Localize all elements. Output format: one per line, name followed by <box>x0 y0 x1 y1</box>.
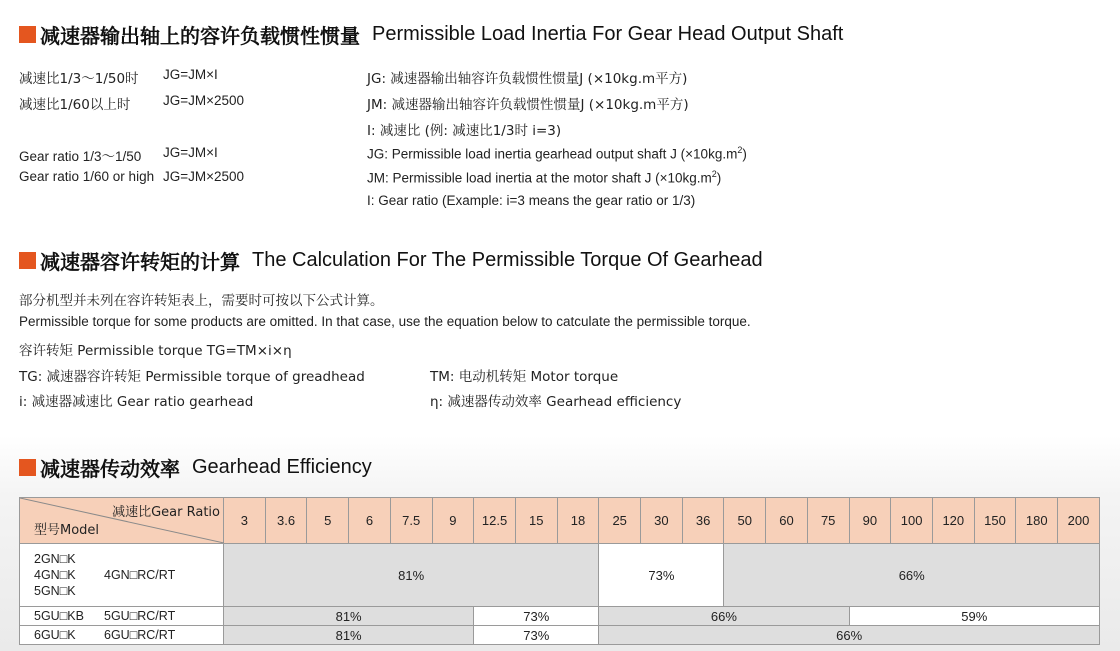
orange-square-icon <box>19 26 36 43</box>
table-row <box>20 626 1100 645</box>
torque-tm: TM: 电动机转矩 Motor torque <box>430 369 619 385</box>
definition-jg-cn: JG: 减速器输出轴容许负载惯性惯量J (×10kg.m平方) <box>367 71 688 87</box>
paren: ) <box>716 170 722 186</box>
section-title-efficiency <box>19 453 372 482</box>
ratio-header: 120 <box>932 498 974 544</box>
definition-jg-en <box>367 145 747 162</box>
torque-tg: TG: 减速器容许转矩 Permissible torque of greadhead <box>19 369 365 385</box>
left-label: Gear ratio 1/3～1/50 <box>19 149 142 164</box>
model-name: 4GN□RC/RT <box>104 568 176 582</box>
efficiency-cell: 66% <box>599 607 849 626</box>
ratio-header: 15 <box>515 498 557 544</box>
definition-text: JG: Permissible load inertia gearhead output shaft J (×10kg.m <box>367 146 738 162</box>
torque-eta: η: 减速器传动效率 Gearhead efficiency <box>430 394 682 410</box>
torque-formula: 容许转矩 Permissible torque TG=TM×i×η <box>19 343 292 359</box>
model-name: 5GU□RC/RT <box>104 609 176 623</box>
table-row <box>20 544 1100 607</box>
ratio-header: 3.6 <box>265 498 307 544</box>
left-formula: JG=JM×I <box>163 67 218 82</box>
ratio-header: 12.5 <box>474 498 516 544</box>
definition-i-cn: I: 减速比 (例: 减速比1/3时 i=3) <box>367 123 562 139</box>
model-name: 5GU□KB <box>34 609 84 623</box>
section-title-cn: 减速器输出轴上的容许负载惯性惯量 <box>40 24 360 48</box>
efficiency-cell: 66% <box>599 626 1100 645</box>
section-title-en: Gearhead Efficiency <box>192 456 372 478</box>
section-title-en: The Calculation For The Permissible Torque Of Gearhead <box>252 249 763 271</box>
corner-ratio-label: 减速比Gear Ratio <box>112 505 220 520</box>
model-cell <box>20 626 224 645</box>
ratio-header: 100 <box>891 498 933 544</box>
torque-note-cn: 部分机型并未列在容许转矩表上，需要时可按以下公式计算。 <box>19 293 384 309</box>
model-name: 2GN□K <box>34 552 76 566</box>
model-name: 6GU□K <box>34 628 76 642</box>
table-header-row <box>20 498 1100 544</box>
left-formula: JG=JM×2500 <box>163 93 245 108</box>
corner-model-label: 型号Model <box>34 523 100 538</box>
efficiency-cell: 66% <box>724 544 1100 607</box>
left-label: 减速比1/3～1/50时 <box>19 71 139 87</box>
section-title-cn: 减速器传动效率 <box>40 457 180 481</box>
ratio-header: 50 <box>724 498 766 544</box>
efficiency-cell: 73% <box>474 607 599 626</box>
ratio-header: 75 <box>807 498 849 544</box>
efficiency-table <box>19 497 1100 645</box>
model-name: 6GU□RC/RT <box>104 628 176 642</box>
superscript: 2 <box>711 169 717 179</box>
efficiency-cell: 81% <box>224 544 599 607</box>
torque-note-en: Permissible torque for some products are omitted. In that case, use the equation below to catculate the permissible torque. <box>19 314 751 329</box>
superscript: 2 <box>737 145 743 155</box>
ratio-header: 150 <box>974 498 1016 544</box>
table-corner-cell <box>20 498 224 544</box>
model-cell <box>20 607 224 626</box>
ratio-header: 5 <box>307 498 349 544</box>
ratio-header: 30 <box>641 498 683 544</box>
efficiency-cell: 59% <box>849 607 1099 626</box>
model-name: 5GN□K <box>34 584 76 598</box>
torque-i: i: 减速器减速比 Gear ratio gearhead <box>19 394 254 410</box>
ratio-header: 60 <box>766 498 808 544</box>
paren: ) <box>742 146 747 162</box>
section-title-inertia <box>19 20 843 49</box>
ratio-header: 7.5 <box>390 498 432 544</box>
ratio-header: 180 <box>1016 498 1058 544</box>
definition-jm-cn: JM: 减速器输出轴容许负载惯性惯量J (×10kg.m平方) <box>367 97 689 113</box>
section-title-en: Permissible Load Inertia For Gear Head Output Shaft <box>372 23 844 45</box>
model-name: 4GN□K <box>34 568 76 582</box>
model-cell <box>20 544 224 607</box>
efficiency-cell: 81% <box>224 626 474 645</box>
ratio-header: 18 <box>557 498 599 544</box>
section-title-cn: 减速器容许转矩的计算 <box>40 250 240 274</box>
left-label: Gear ratio 1/60 or high <box>19 169 155 184</box>
ratio-header: 90 <box>849 498 891 544</box>
ratio-header: 9 <box>432 498 474 544</box>
efficiency-cell: 81% <box>224 607 474 626</box>
ratio-header: 3 <box>224 498 266 544</box>
ratio-header: 200 <box>1058 498 1100 544</box>
left-formula: JG=JM×I <box>163 145 218 160</box>
ratio-header: 36 <box>682 498 724 544</box>
efficiency-cell: 73% <box>474 626 599 645</box>
orange-square-icon <box>19 459 36 476</box>
ratio-header: 6 <box>349 498 391 544</box>
efficiency-cell: 73% <box>599 544 724 607</box>
definition-i-en: I: Gear ratio (Example: i=3 means the gear ratio or 1/3) <box>367 193 696 208</box>
orange-square-icon <box>19 252 36 269</box>
table-row <box>20 607 1100 626</box>
definition-text: JM: Permissible load inertia at the motor shaft J (×10kg.m <box>367 170 712 186</box>
ratio-header: 25 <box>599 498 641 544</box>
left-formula: JG=JM×2500 <box>163 169 245 184</box>
section-title-torque <box>19 246 763 275</box>
definition-jm-en <box>367 169 721 186</box>
left-label: 减速比1/60以上时 <box>19 97 131 113</box>
